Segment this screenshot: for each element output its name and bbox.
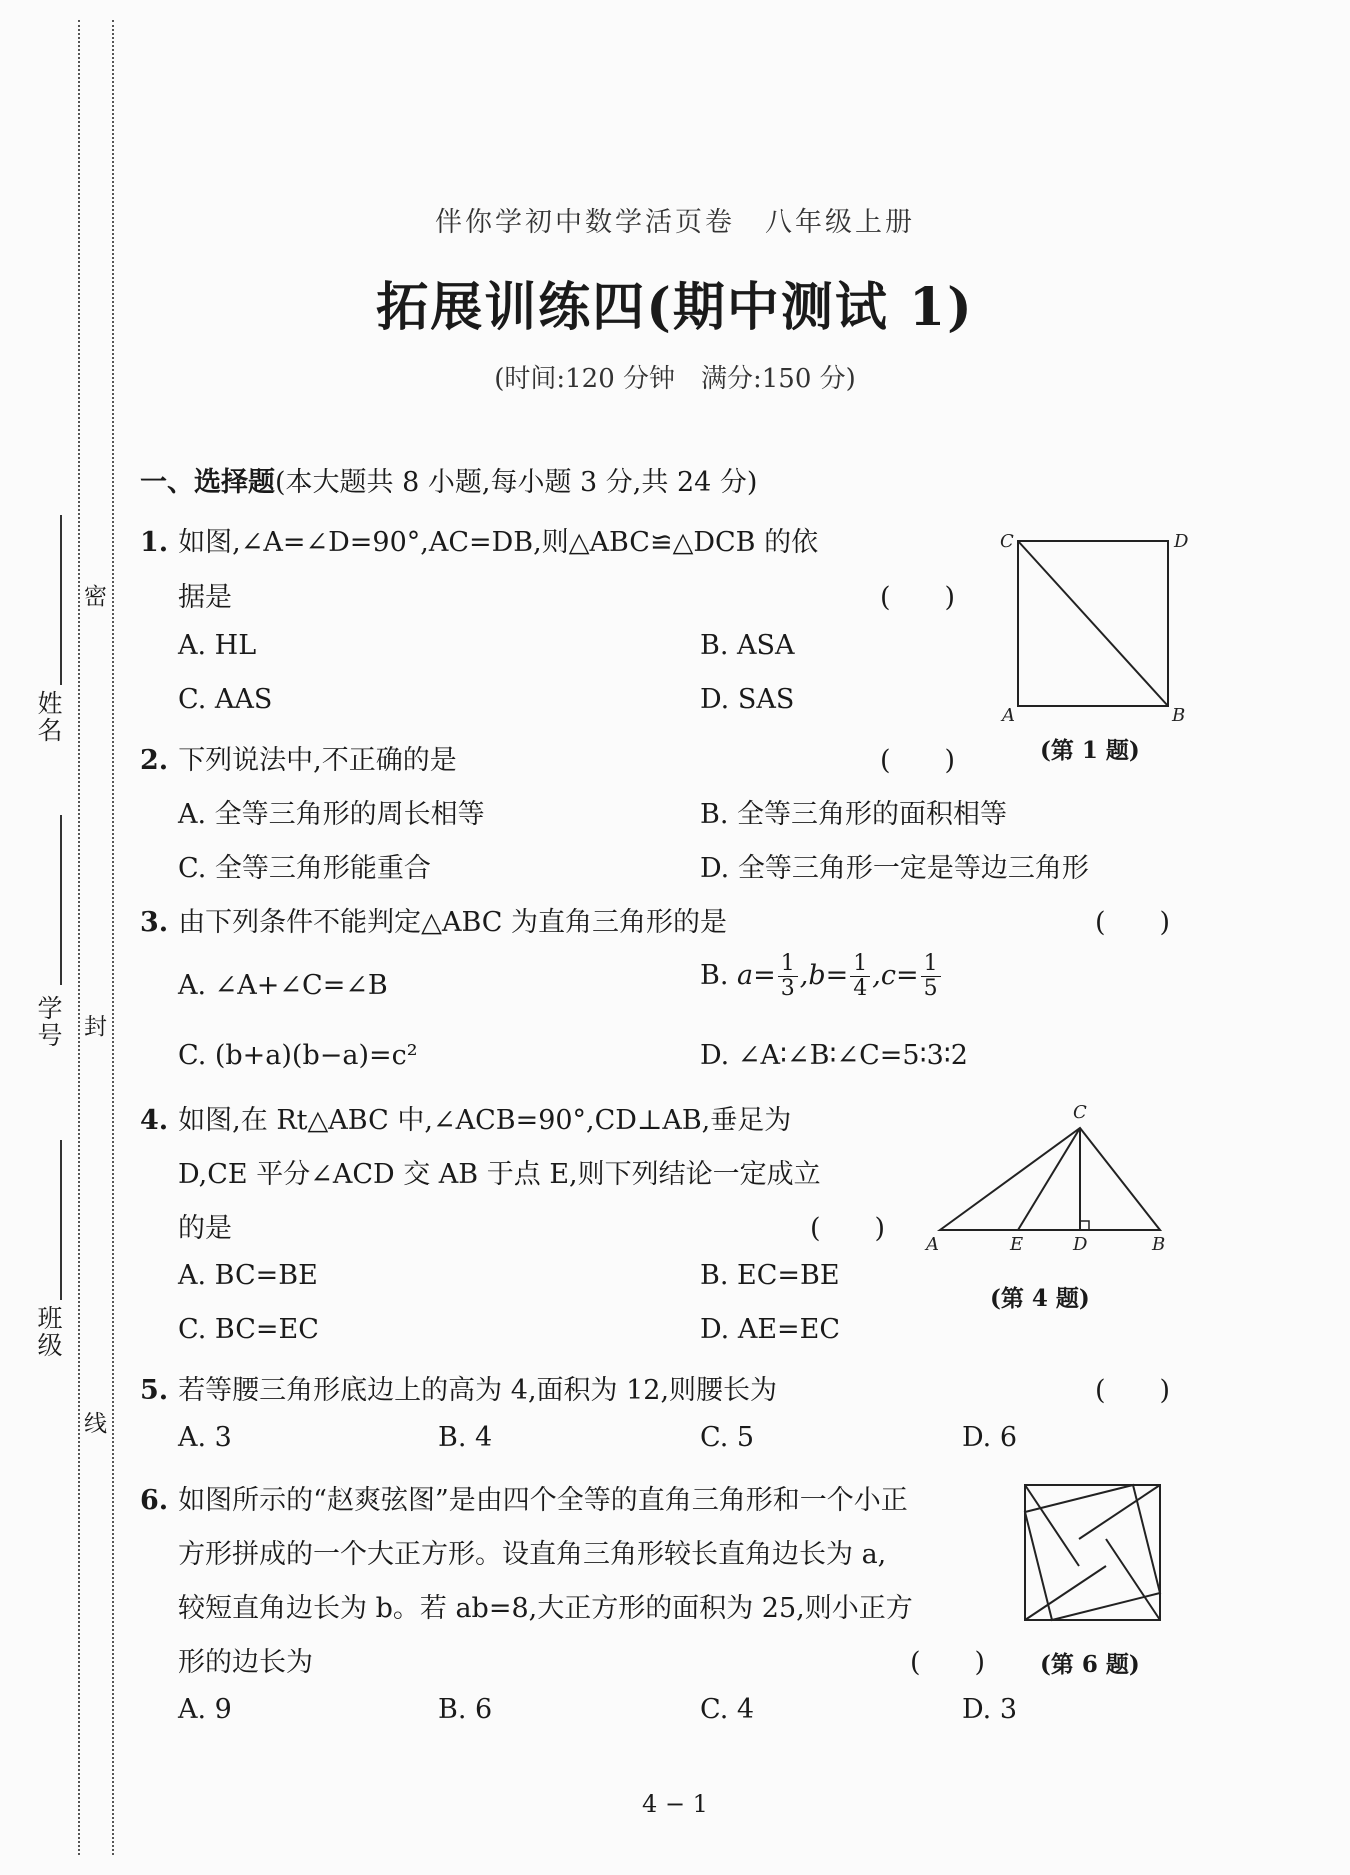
class-write-line bbox=[60, 1140, 62, 1300]
question-number: 6. bbox=[140, 1485, 169, 1516]
option-a: A. HL bbox=[178, 630, 257, 661]
answer-paren: ( ) bbox=[810, 1213, 886, 1244]
id-write-line bbox=[60, 815, 62, 985]
answer-paren: ( ) bbox=[1095, 907, 1171, 938]
question-6-line3: 较短直角边长为 b。若 ab=8,大正方形的面积为 25,则小正方 bbox=[178, 1593, 913, 1624]
option-b: B. EC=BE bbox=[700, 1260, 840, 1291]
figure-6-zhao-shuang-diagram bbox=[1020, 1480, 1165, 1625]
question-text: 如图,∠A=∠D=90°,AC=DB,则△ABC≌△DCB 的依 bbox=[178, 527, 819, 558]
question-1 bbox=[140, 520, 818, 559]
label-A: A bbox=[1002, 705, 1015, 725]
section-title: 一、选择题 bbox=[140, 467, 275, 498]
numerator: 1 bbox=[850, 952, 870, 977]
option-b: B. 4 bbox=[438, 1422, 493, 1453]
figure-1-rectangle bbox=[990, 525, 1200, 725]
answer-paren: ( ) bbox=[1095, 1375, 1171, 1406]
option-b bbox=[700, 952, 943, 1001]
question-text: 下列说法中,不正确的是 bbox=[178, 745, 457, 776]
label-C: C bbox=[1000, 531, 1014, 552]
question-3 bbox=[140, 900, 727, 939]
option-c: C. 5 bbox=[700, 1422, 755, 1453]
section-note: (本大题共 8 小题,每小题 3 分,共 24 分) bbox=[275, 467, 758, 498]
seal-char-xian: 线 bbox=[84, 1411, 107, 1437]
option-a: A. 3 bbox=[178, 1422, 232, 1453]
question-1-line2: 据是 bbox=[178, 582, 232, 613]
question-4-line3: 的是 bbox=[178, 1213, 232, 1244]
option-d: D. SAS bbox=[700, 684, 795, 715]
option-c: C. AAS bbox=[178, 684, 273, 715]
label-A: A bbox=[926, 1234, 939, 1255]
time-and-score: (时间:120 分钟 满分:150 分) bbox=[494, 364, 856, 394]
option-d: D. 全等三角形一定是等边三角形 bbox=[700, 853, 1089, 884]
question-text: 由下列条件不能判定△ABC 为直角三角形的是 bbox=[178, 907, 728, 938]
question-4-line2: D,CE 平分∠ACD 交 AB 于点 E,则下列结论一定成立 bbox=[178, 1159, 821, 1190]
question-number: 2. bbox=[140, 745, 169, 776]
question-number: 5. bbox=[140, 1375, 169, 1406]
label-E: E bbox=[1010, 1234, 1024, 1255]
option-d: D. ∠A∶∠B∶∠C=5∶3∶2 bbox=[700, 1040, 968, 1071]
option-b: B. ASA bbox=[700, 630, 795, 661]
class-label: 班级 bbox=[34, 1305, 63, 1359]
option-c: C. 全等三角形能重合 bbox=[178, 853, 431, 884]
label-D: D bbox=[1174, 531, 1189, 552]
option-a: A. 9 bbox=[178, 1694, 232, 1725]
label-B: B bbox=[1172, 705, 1186, 725]
fraction-c bbox=[921, 952, 941, 1001]
option-c: C. BC=EC bbox=[178, 1314, 319, 1345]
option-b: B. 全等三角形的面积相等 bbox=[700, 799, 1008, 830]
question-6-line2: 方形拼成的一个大正方形。设直角三角形较长直角边长为 a, bbox=[178, 1539, 887, 1570]
option-a: A. BC=BE bbox=[178, 1260, 318, 1291]
label-D: D bbox=[1073, 1234, 1088, 1255]
question-6-line4: 形的边长为 bbox=[178, 1647, 313, 1678]
option-a: A. ∠A+∠C=∠B bbox=[178, 970, 388, 1001]
denominator: 5 bbox=[923, 976, 938, 1001]
series-subtitle: 伴你学初中数学活页卷 八年级上册 bbox=[435, 207, 915, 238]
option-b-c: ,c= bbox=[872, 960, 919, 991]
option-d: D. 6 bbox=[962, 1422, 1018, 1453]
denominator: 4 bbox=[853, 976, 868, 1001]
page-number: 4 − 1 bbox=[642, 1790, 708, 1818]
label-B: B bbox=[1152, 1234, 1166, 1255]
option-a: A. 全等三角形的周长相等 bbox=[178, 799, 485, 830]
option-b: B. 6 bbox=[438, 1694, 493, 1725]
option-c: C. (b+a)(b−a)=c² bbox=[178, 1040, 418, 1071]
option-c: C. 4 bbox=[700, 1694, 755, 1725]
option-b-letter: B. bbox=[700, 960, 729, 991]
question-number: 3. bbox=[140, 907, 169, 938]
name-write-line bbox=[60, 515, 62, 685]
figure-4-caption: (第 4 题) bbox=[990, 1285, 1090, 1312]
option-b-b: ,b= bbox=[799, 960, 849, 991]
option-d: D. AE=EC bbox=[700, 1314, 841, 1345]
question-2 bbox=[140, 738, 457, 777]
answer-paren: ( ) bbox=[910, 1647, 986, 1678]
page-title: 拓展训练四(期中测试 1) bbox=[376, 277, 974, 338]
denominator: 3 bbox=[780, 976, 795, 1001]
numerator: 1 bbox=[921, 952, 941, 977]
numerator: 1 bbox=[778, 952, 798, 977]
name-label: 姓名 bbox=[34, 690, 63, 744]
question-text: 如图,在 Rt△ABC 中,∠ACB=90°,CD⊥AB,垂足为 bbox=[178, 1105, 792, 1136]
question-text: 若等腰三角形底边上的高为 4,面积为 12,则腰长为 bbox=[178, 1375, 778, 1406]
fraction-b bbox=[850, 952, 870, 1001]
section-heading bbox=[140, 460, 757, 499]
seal-char-feng: 封 bbox=[84, 1014, 107, 1040]
figure-4-triangle bbox=[920, 1100, 1170, 1260]
seal-char-mi: 密 bbox=[84, 584, 107, 610]
option-d: D. 3 bbox=[962, 1694, 1018, 1725]
question-number: 4. bbox=[140, 1105, 169, 1136]
answer-paren: ( ) bbox=[880, 582, 956, 613]
option-b-a: a= bbox=[737, 960, 776, 991]
question-6 bbox=[140, 1478, 908, 1517]
fraction-a bbox=[778, 952, 798, 1001]
question-4 bbox=[140, 1098, 791, 1137]
answer-paren: ( ) bbox=[880, 745, 956, 776]
question-5 bbox=[140, 1368, 777, 1407]
figure-1-caption: (第 1 题) bbox=[1040, 737, 1140, 764]
figure-6-caption: (第 6 题) bbox=[1040, 1651, 1140, 1678]
id-label: 学号 bbox=[34, 995, 63, 1049]
question-text: 如图所示的“赵爽弦图”是由四个全等的直角三角形和一个小正 bbox=[178, 1485, 908, 1516]
label-C: C bbox=[1073, 1102, 1087, 1123]
question-number: 1. bbox=[140, 527, 169, 558]
